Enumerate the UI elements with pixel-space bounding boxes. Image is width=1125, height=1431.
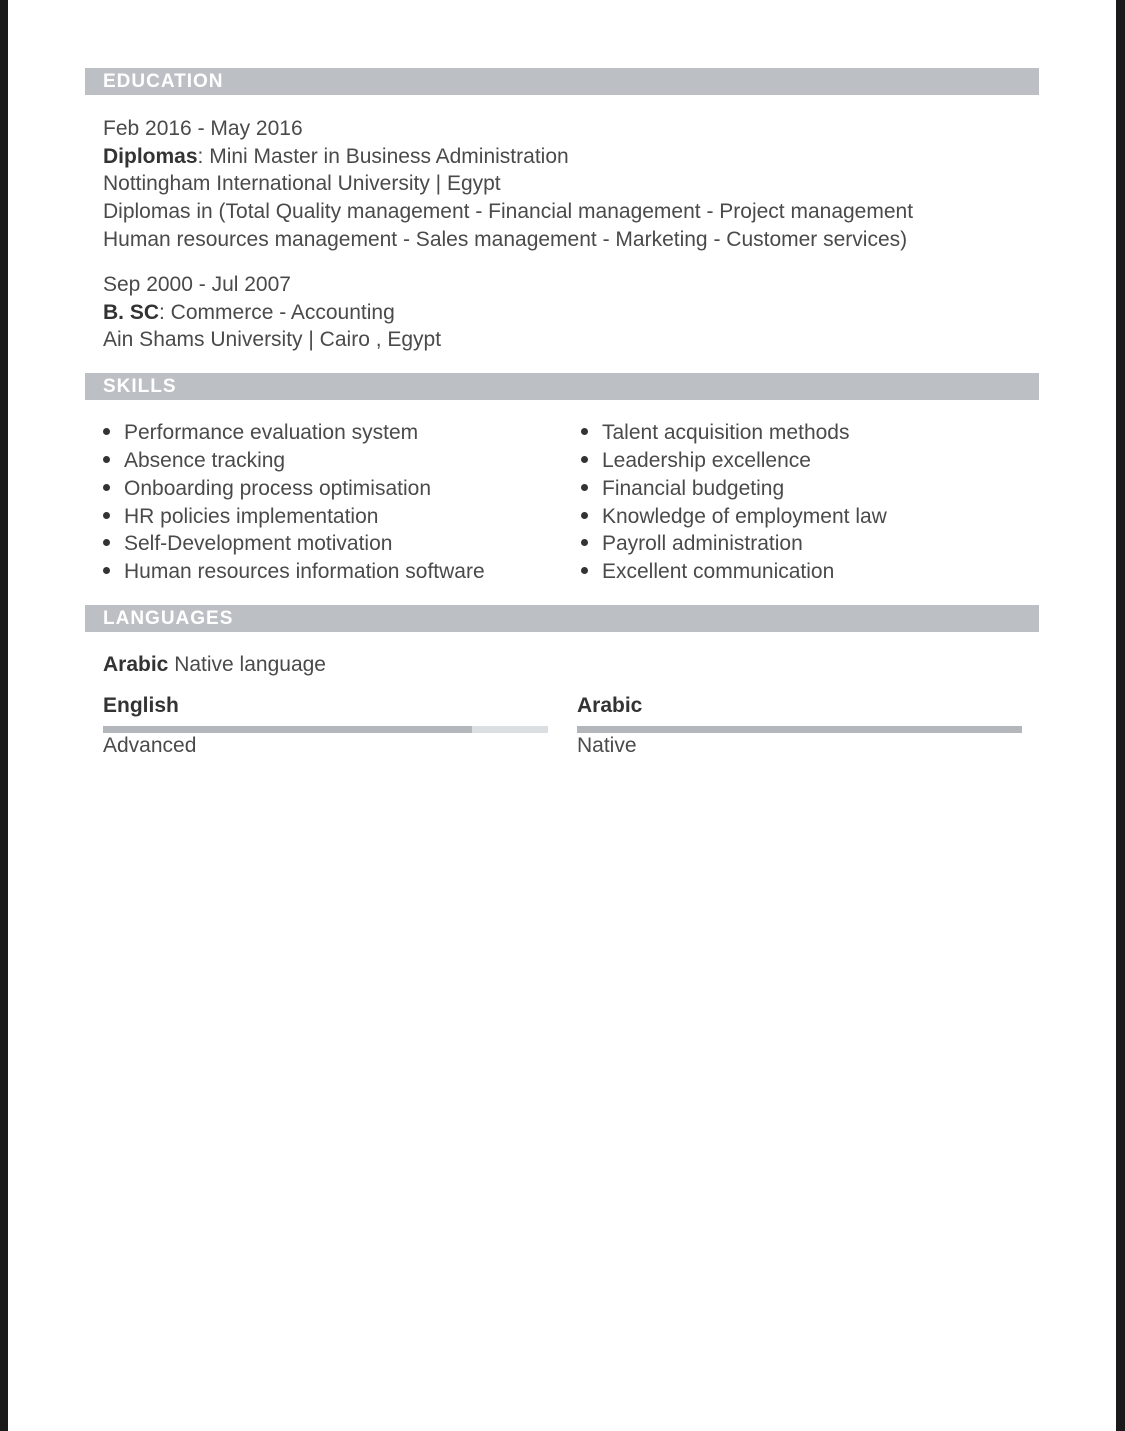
bullet-icon (103, 539, 110, 546)
language-meter-fill (577, 726, 1022, 733)
degree-label: Diplomas (103, 145, 198, 168)
native-language-name: Arabic (103, 653, 169, 676)
bullet-icon (103, 428, 110, 435)
skill-item: Absence tracking (103, 447, 285, 475)
skill-item: Leadership excellence (581, 447, 811, 475)
education-institution-1: Nottingham International University | Egypt (103, 172, 501, 195)
skills-heading: SKILLS (85, 373, 1039, 400)
language-level-english: Advanced (103, 734, 197, 757)
degree-text: : Commerce - Accounting (159, 301, 395, 324)
page-edge (1116, 0, 1125, 1431)
resume-page (8, 0, 1116, 1431)
bullet-icon (103, 484, 110, 491)
skill-item: Human resources information software (103, 558, 485, 586)
bullet-icon (581, 484, 588, 491)
language-name-arabic: Arabic (577, 694, 643, 717)
skill-item: HR policies implementation (103, 503, 378, 531)
education-detail-2: Human resources management - Sales management - Marketing - Customer services) (103, 228, 908, 251)
native-language-line (103, 651, 326, 679)
language-name-english: English (103, 694, 179, 717)
skill-item: Performance evaluation system (103, 419, 418, 447)
bullet-icon (581, 428, 588, 435)
bullet-icon (581, 512, 588, 519)
skill-item: Knowledge of employment law (581, 503, 887, 531)
education-dates-2: Sep 2000 - Jul 2007 (103, 273, 291, 296)
education-degree-2 (103, 299, 395, 327)
skill-item: Self-Development motivation (103, 530, 392, 558)
skill-item: Talent acquisition methods (581, 419, 849, 447)
education-degree-1 (103, 143, 569, 171)
language-level-arabic: Native (577, 734, 637, 757)
bullet-icon (581, 567, 588, 574)
bullet-icon (103, 512, 110, 519)
native-language-text: Native language (174, 653, 326, 676)
education-heading: EDUCATION (85, 68, 1039, 95)
skill-item: Payroll administration (581, 530, 803, 558)
languages-heading: LANGUAGES (85, 605, 1039, 632)
bullet-icon (581, 456, 588, 463)
bullet-icon (103, 567, 110, 574)
language-meter-arabic (577, 726, 1022, 733)
skill-item: Onboarding process optimisation (103, 475, 431, 503)
bullet-icon (581, 539, 588, 546)
education-institution-2: Ain Shams University | Cairo , Egypt (103, 328, 442, 351)
language-meter-english (103, 726, 548, 733)
skill-item: Excellent communication (581, 558, 834, 586)
bullet-icon (103, 456, 110, 463)
degree-text: : Mini Master in Business Administration (197, 145, 569, 168)
education-dates-1: Feb 2016 - May 2016 (103, 117, 303, 140)
degree-label: B. SC (103, 301, 160, 324)
language-meter-fill (103, 726, 472, 733)
education-detail-1: Diplomas in (Total Quality management - Financial management - Project management (103, 200, 914, 223)
skill-item: Financial budgeting (581, 475, 784, 503)
